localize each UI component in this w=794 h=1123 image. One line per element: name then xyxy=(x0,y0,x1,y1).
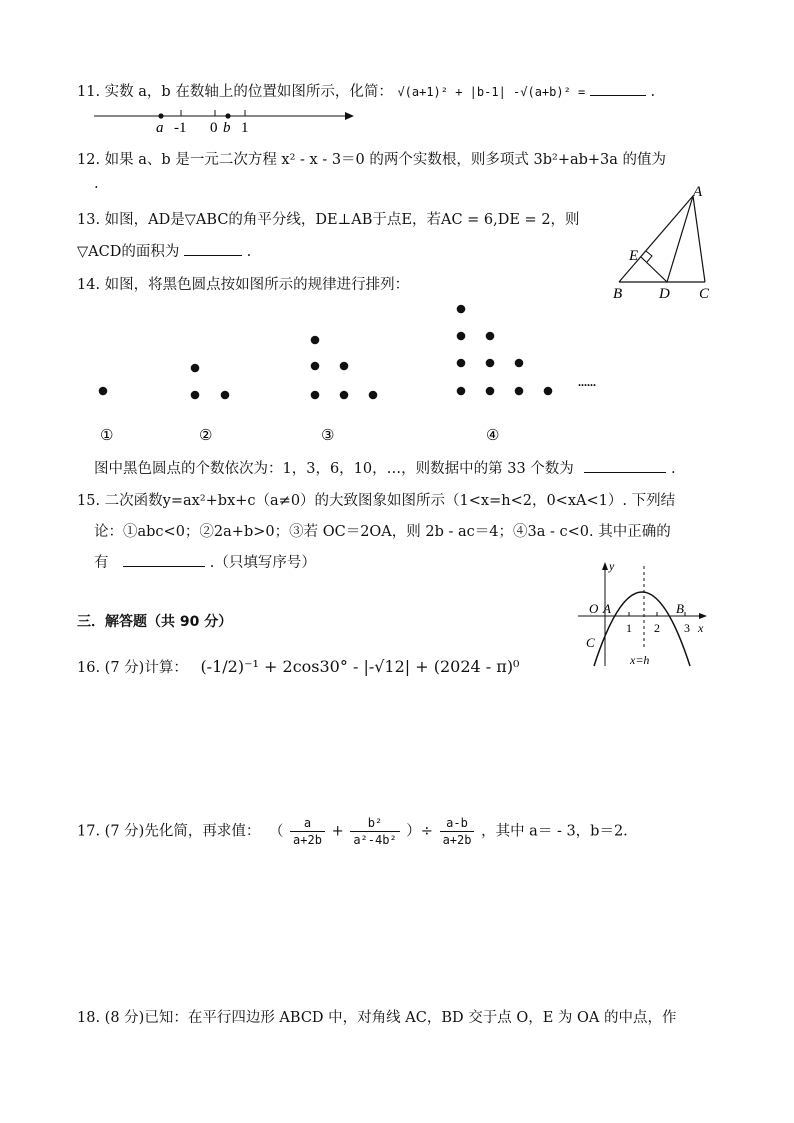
q14-line2 xyxy=(94,457,676,478)
q17-text: (7 分)先化简，再求值： xyxy=(104,823,261,840)
q11-line xyxy=(77,80,655,101)
q18-number: 18. xyxy=(77,1010,101,1026)
q15-label-a: A xyxy=(603,601,611,616)
q17-fraction-3: $\frac{a-b}{a+2b}$ xyxy=(440,816,475,847)
q14-text: 如图，将黑色圆点按如图所示的规律进行排列： xyxy=(104,277,410,293)
q14-label-2: ② xyxy=(199,428,213,444)
q15-label-b: B xyxy=(676,601,684,616)
q13-label-c: C xyxy=(699,286,710,302)
q13-line2 xyxy=(77,240,251,261)
q14-line xyxy=(77,273,409,294)
q13-period: . xyxy=(246,244,252,260)
q15-line3 xyxy=(94,551,316,572)
q11-period: . xyxy=(650,84,656,100)
q17-fraction-1: $\frac{a}{a+2b}$ xyxy=(290,816,325,847)
q13-label-d: D xyxy=(659,286,670,302)
q15-label-2: 2 xyxy=(654,621,660,635)
q15-text3b: .（只填写序号） xyxy=(209,555,316,571)
q15-answer-blank xyxy=(123,552,205,567)
q12-number: 12. xyxy=(77,152,101,168)
q15-label-xh: x=h xyxy=(630,653,650,667)
q16-text: (7 分)计算： xyxy=(104,660,188,676)
q17-number: 17. xyxy=(77,823,101,840)
q12-line xyxy=(77,148,666,169)
q15-label-y: y xyxy=(609,559,615,573)
q17-line: 17. (7 分)先化简，再求值： （ $\frac{a}{a+2b}$ + $\frac{\text{b²}}{\text{a²-4b²}}$ ）÷ $\frac{a-b}{a+2b}$ ，其中 a＝ - 3，b＝2. xyxy=(77,816,628,847)
q15-label-3: 3 xyxy=(684,621,690,635)
q17-tail: ，其中 a＝ - 3，b＝2. xyxy=(481,823,628,840)
q14-number: 14. xyxy=(77,277,101,293)
q13-answer-blank xyxy=(184,241,242,256)
q13-label-a: A xyxy=(693,184,703,200)
q13-triangle-figure xyxy=(605,182,725,302)
q14-ellipsis: ...... xyxy=(578,375,596,389)
q16-expression: (-1/2)⁻¹ + 2cos30° - |-√12| + (2024 - π)⁰ xyxy=(200,657,520,676)
q15-label-1: 1 xyxy=(626,621,632,635)
q15-label-x: x xyxy=(698,621,704,635)
q11-axis-neg1: -1 xyxy=(174,120,187,136)
q14-text2: 图中黑色圆点的个数依次为：1，3，6，10，…，则数据中的第 33 个数为 xyxy=(94,461,574,477)
q18-line xyxy=(77,1006,677,1027)
q11-expression: √(a+1)² + |b-1| -√(a+b)² = xyxy=(397,85,586,99)
q15-parabola-figure xyxy=(574,558,714,670)
q14-label-3: ③ xyxy=(321,428,335,444)
q14-answer-blank xyxy=(584,458,666,473)
q11-number: 11. xyxy=(77,84,101,100)
q15-text3a: 有 xyxy=(94,555,109,571)
q15-text2: 论：①abc<0；②2a+b>0；③若 OC＝2OA，则 2b - ac＝4；④3a - c<0. 其中正确的 xyxy=(94,524,671,540)
q18-text: (8 分)已知：在平行四边形 ABCD 中，对角线 AC，BD 交于点 O，E 为 OA 的中点，作 xyxy=(104,1010,677,1026)
section-title: 三．解答题（共 90 分） xyxy=(77,614,233,630)
q14-label-4: ④ xyxy=(486,428,500,444)
q11-answer-blank xyxy=(590,81,646,96)
q11-number-line xyxy=(90,104,360,136)
q17-fraction-2: $\frac{\text{b²}}{\text{a²-4b²}}$ xyxy=(350,816,399,847)
q16-number: 16. xyxy=(77,660,101,676)
q11-axis-b: b xyxy=(223,120,231,136)
q13-text2: ▽ACD的面积为 xyxy=(77,244,180,260)
q11-axis-a: a xyxy=(156,120,164,136)
q13-number: 13. xyxy=(77,212,101,228)
q11-text: 实数 a，b 在数轴上的位置如图所示，化简： xyxy=(104,84,393,100)
q14-dot-pattern xyxy=(80,295,620,450)
q15-number: 15. xyxy=(77,493,101,509)
q12-period: . xyxy=(94,176,99,192)
q12-text: 如果 a、b 是一元二次方程 x² - x - 3＝0 的两个实数根，则多项式 3b²+ab+3a 的值为 xyxy=(104,152,667,168)
q15-line1 xyxy=(77,489,675,510)
q13-label-b: B xyxy=(613,286,623,302)
q15-label-c: C xyxy=(586,635,595,650)
q14-period: . xyxy=(671,461,676,477)
q11-axis-one: 1 xyxy=(241,120,249,136)
q15-text1: 二次函数y=ax²+bx+c（a≠0）的大致图象如图所示（1<x=h<2，0<xA<1）. 下列结 xyxy=(104,493,676,509)
q13-text: 如图，AD是▽ABC的角平分线，DE⊥AB于点E，若AC = 6,DE = 2，则 xyxy=(104,212,580,228)
q14-label-1: ① xyxy=(100,428,114,444)
q13-label-e: E xyxy=(629,248,639,264)
q15-label-o: O xyxy=(589,601,599,616)
q11-axis-zero: 0 xyxy=(210,120,218,136)
q13-line1 xyxy=(77,208,580,229)
q16-line xyxy=(77,656,519,677)
